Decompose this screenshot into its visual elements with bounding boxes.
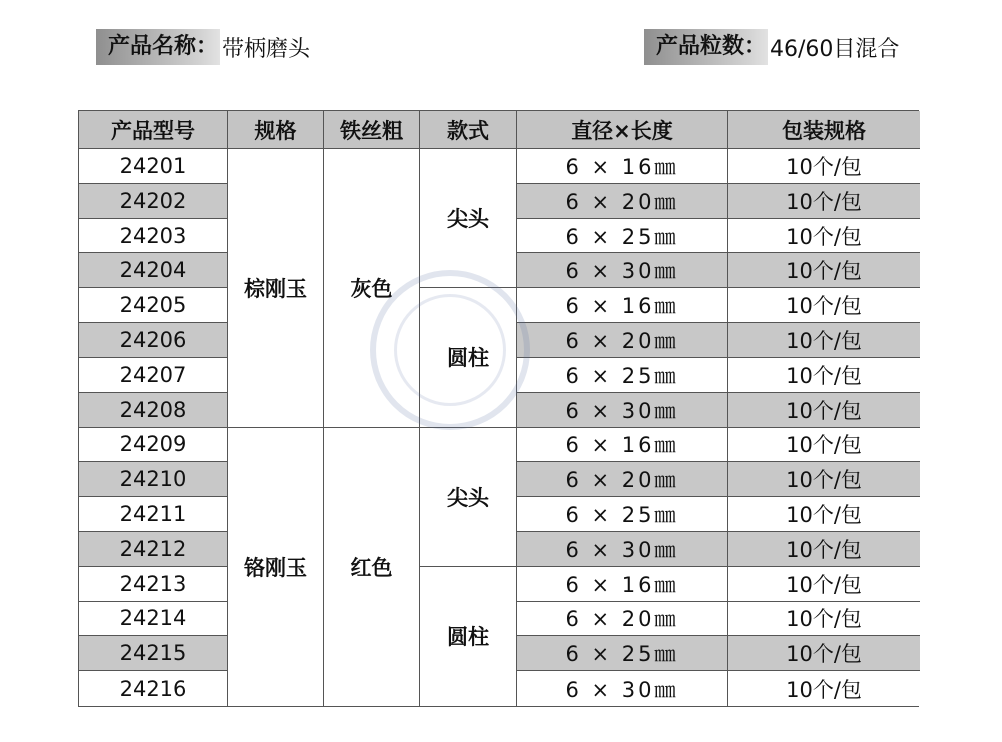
size-cell: 6 × 30㎜	[517, 671, 728, 706]
header-packaging: 包装规格	[728, 111, 920, 149]
spec-cell: 棕刚玉	[228, 149, 324, 428]
size-cell: 6 × 20㎜	[517, 184, 728, 219]
size-cell: 6 × 20㎜	[517, 462, 728, 497]
product-spec-table	[78, 110, 919, 707]
header-model: 产品型号	[79, 111, 228, 149]
product-name-header	[96, 29, 310, 65]
model-cell: 24210	[79, 462, 228, 497]
packaging-cell: 10个/包	[728, 671, 920, 706]
packaging-cell: 10个/包	[728, 393, 920, 428]
model-cell: 24211	[79, 497, 228, 532]
packaging-cell: 10个/包	[728, 567, 920, 602]
size-cell: 6 × 25㎜	[517, 497, 728, 532]
packaging-cell: 10个/包	[728, 602, 920, 637]
style-cell: 圆柱	[420, 288, 517, 427]
model-cell: 24202	[79, 184, 228, 219]
packaging-cell: 10个/包	[728, 532, 920, 567]
model-cell: 24213	[79, 567, 228, 602]
header-size: 直径×长度	[517, 111, 728, 149]
model-cell: 24205	[79, 288, 228, 323]
model-cell: 24209	[79, 428, 228, 463]
packaging-cell: 10个/包	[728, 428, 920, 463]
size-cell: 6 × 16㎜	[517, 149, 728, 184]
packaging-cell: 10个/包	[728, 462, 920, 497]
model-cell: 24216	[79, 671, 228, 706]
model-cell: 24201	[79, 149, 228, 184]
product-name-value: 带柄磨头	[222, 36, 311, 62]
wire-cell: 红色	[324, 428, 420, 707]
packaging-cell: 10个/包	[728, 358, 920, 393]
model-cell: 24215	[79, 636, 228, 671]
model-cell: 24207	[79, 358, 228, 393]
style-cell: 圆柱	[420, 567, 517, 706]
product-grit-header	[644, 29, 899, 65]
size-cell: 6 × 16㎜	[517, 567, 728, 602]
model-cell: 24212	[79, 532, 228, 567]
model-cell: 24204	[79, 253, 228, 288]
size-cell: 6 × 25㎜	[517, 219, 728, 254]
size-cell: 6 × 30㎜	[517, 532, 728, 567]
style-cell: 尖头	[420, 149, 517, 288]
header-style: 款式	[420, 111, 517, 149]
header-spec: 规格	[228, 111, 324, 149]
packaging-cell: 10个/包	[728, 253, 920, 288]
packaging-cell: 10个/包	[728, 288, 920, 323]
model-cell: 24206	[79, 323, 228, 358]
size-cell: 6 × 16㎜	[517, 288, 728, 323]
packaging-cell: 10个/包	[728, 184, 920, 219]
size-cell: 6 × 30㎜	[517, 393, 728, 428]
size-cell: 6 × 30㎜	[517, 253, 728, 288]
product-grit-label: 产品粒数：	[644, 29, 768, 65]
spec-cell: 铬刚玉	[228, 428, 324, 707]
size-cell: 6 × 25㎜	[517, 358, 728, 393]
model-cell: 24208	[79, 393, 228, 428]
model-cell: 24214	[79, 602, 228, 637]
packaging-cell: 10个/包	[728, 219, 920, 254]
header-wire: 铁丝粗	[324, 111, 420, 149]
packaging-cell: 10个/包	[728, 323, 920, 358]
packaging-cell: 10个/包	[728, 636, 920, 671]
style-cell: 尖头	[420, 428, 517, 567]
wire-cell: 灰色	[324, 149, 420, 428]
size-cell: 6 × 20㎜	[517, 602, 728, 637]
model-cell: 24203	[79, 219, 228, 254]
product-grit-value: 46/60目混合	[770, 36, 900, 62]
size-cell: 6 × 25㎜	[517, 636, 728, 671]
size-cell: 6 × 16㎜	[517, 428, 728, 463]
product-name-label: 产品名称：	[96, 29, 220, 65]
packaging-cell: 10个/包	[728, 497, 920, 532]
packaging-cell: 10个/包	[728, 149, 920, 184]
size-cell: 6 × 20㎜	[517, 323, 728, 358]
